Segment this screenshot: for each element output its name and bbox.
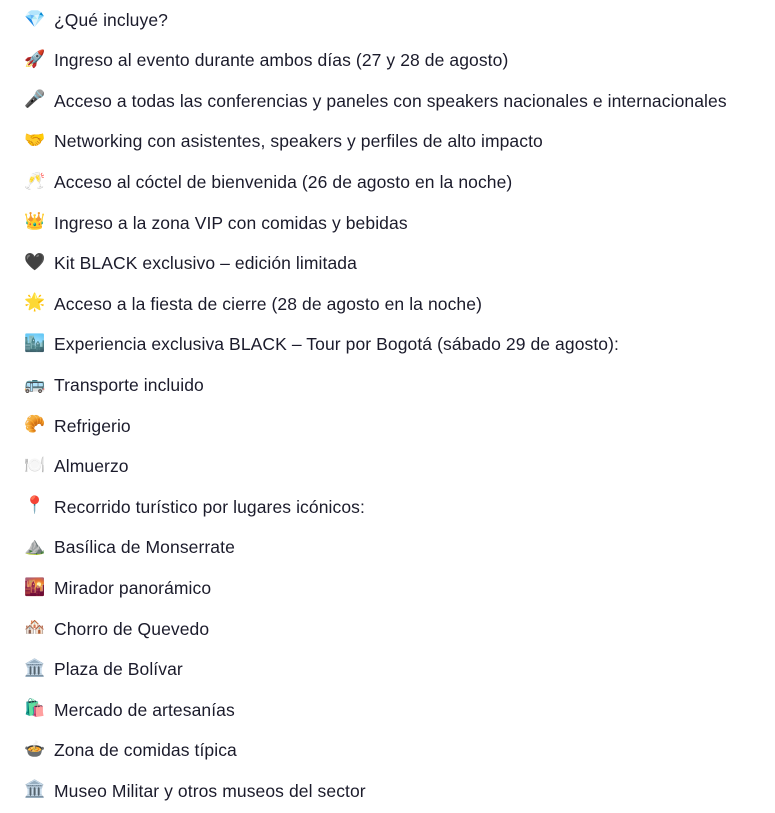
crown-icon: 👑 — [24, 211, 46, 232]
benefit-list-item — [0, 649, 775, 690]
benefit-label: Acceso al cóctel de bienvenida (26 de agosto en la noche) — [54, 172, 513, 193]
benefit-label: Almuerzo — [54, 456, 129, 477]
benefit-list-item — [0, 771, 775, 812]
benefit-label: Acceso a todas las conferencias y paneles con speakers nacionales e internacionales — [54, 90, 727, 111]
croissant-icon: 🥐 — [24, 414, 46, 435]
benefit-list-item — [0, 121, 775, 162]
gem-stone-icon: 💎 — [24, 9, 46, 29]
benefit-list-item — [0, 81, 775, 122]
benefit-label: Kit BLACK exclusivo – edición limitada — [54, 253, 357, 274]
shopping-bags-icon: 🛍️ — [24, 698, 46, 719]
benefit-list-item — [0, 243, 775, 284]
benefit-label: Networking con asistentes, speakers y perfiles de alto impacto — [54, 131, 543, 152]
benefit-label: Mercado de artesanías — [54, 699, 235, 720]
benefit-list-item — [0, 730, 775, 771]
benefit-list-item — [0, 324, 775, 365]
benefit-list-item — [0, 40, 775, 81]
bus-icon: 🚌 — [24, 374, 46, 395]
benefit-label: Ingreso a la zona VIP con comidas y bebidas — [54, 212, 408, 233]
rocket-icon: 🚀 — [24, 49, 46, 70]
benefit-list-item — [0, 365, 775, 406]
round-pushpin-icon: 📍 — [24, 495, 46, 516]
benefit-list-item — [0, 487, 775, 528]
classical-building-icon: 🏛️ — [24, 779, 46, 800]
benefit-label: Basílica de Monserrate — [54, 537, 235, 558]
benefit-label: Refrigerio — [54, 415, 131, 436]
benefit-list-item — [0, 690, 775, 731]
handshake-icon: 🤝 — [24, 130, 46, 151]
benefit-list-item — [0, 568, 775, 609]
benefit-list-item — [0, 202, 775, 243]
benefit-label: Chorro de Quevedo — [54, 618, 210, 639]
benefit-list-item — [0, 608, 775, 649]
benefit-label: Mirador panorámico — [54, 577, 212, 598]
benefit-list-item — [0, 162, 775, 203]
benefit-list-item — [0, 0, 775, 40]
benefit-label: Zona de comidas típica — [54, 740, 237, 761]
clinking-glasses-icon: 🥂 — [24, 171, 46, 192]
microphone-icon: 🎤 — [24, 89, 46, 110]
benefit-label: ¿Qué incluye? — [54, 9, 168, 30]
benefit-list-item — [0, 446, 775, 487]
benefit-label: Ingreso al evento durante ambos días (27 y 28 de agosto) — [54, 50, 509, 71]
mountain-icon: ⛰️ — [24, 536, 46, 557]
houses-icon: 🏘️ — [24, 617, 46, 638]
benefit-label: Acceso a la fiesta de cierre (28 de agosto en la noche) — [54, 293, 482, 314]
cityscape-icon: 🏙️ — [24, 333, 46, 354]
benefit-label: Transporte incluido — [54, 374, 204, 395]
glowing-star-icon: 🌟 — [24, 292, 46, 313]
benefit-label: Museo Militar y otros museos del sector — [54, 780, 366, 801]
sunset-over-buildings-icon: 🌇 — [24, 577, 46, 598]
benefit-list-item — [0, 284, 775, 325]
benefit-label: Experiencia exclusiva BLACK – Tour por Bogotá (sábado 29 de agosto): — [54, 334, 619, 355]
fork-and-knife-with-plate-icon: 🍽️ — [24, 455, 46, 476]
benefit-list-item — [0, 527, 775, 568]
benefit-list-item — [0, 405, 775, 446]
pot-of-food-icon: 🍲 — [24, 739, 46, 760]
benefit-label: Plaza de Bolívar — [54, 659, 183, 680]
black-heart-icon: 🖤 — [24, 252, 46, 273]
benefit-label: Recorrido turístico por lugares icónicos: — [54, 496, 365, 517]
classical-building-icon: 🏛️ — [24, 658, 46, 679]
